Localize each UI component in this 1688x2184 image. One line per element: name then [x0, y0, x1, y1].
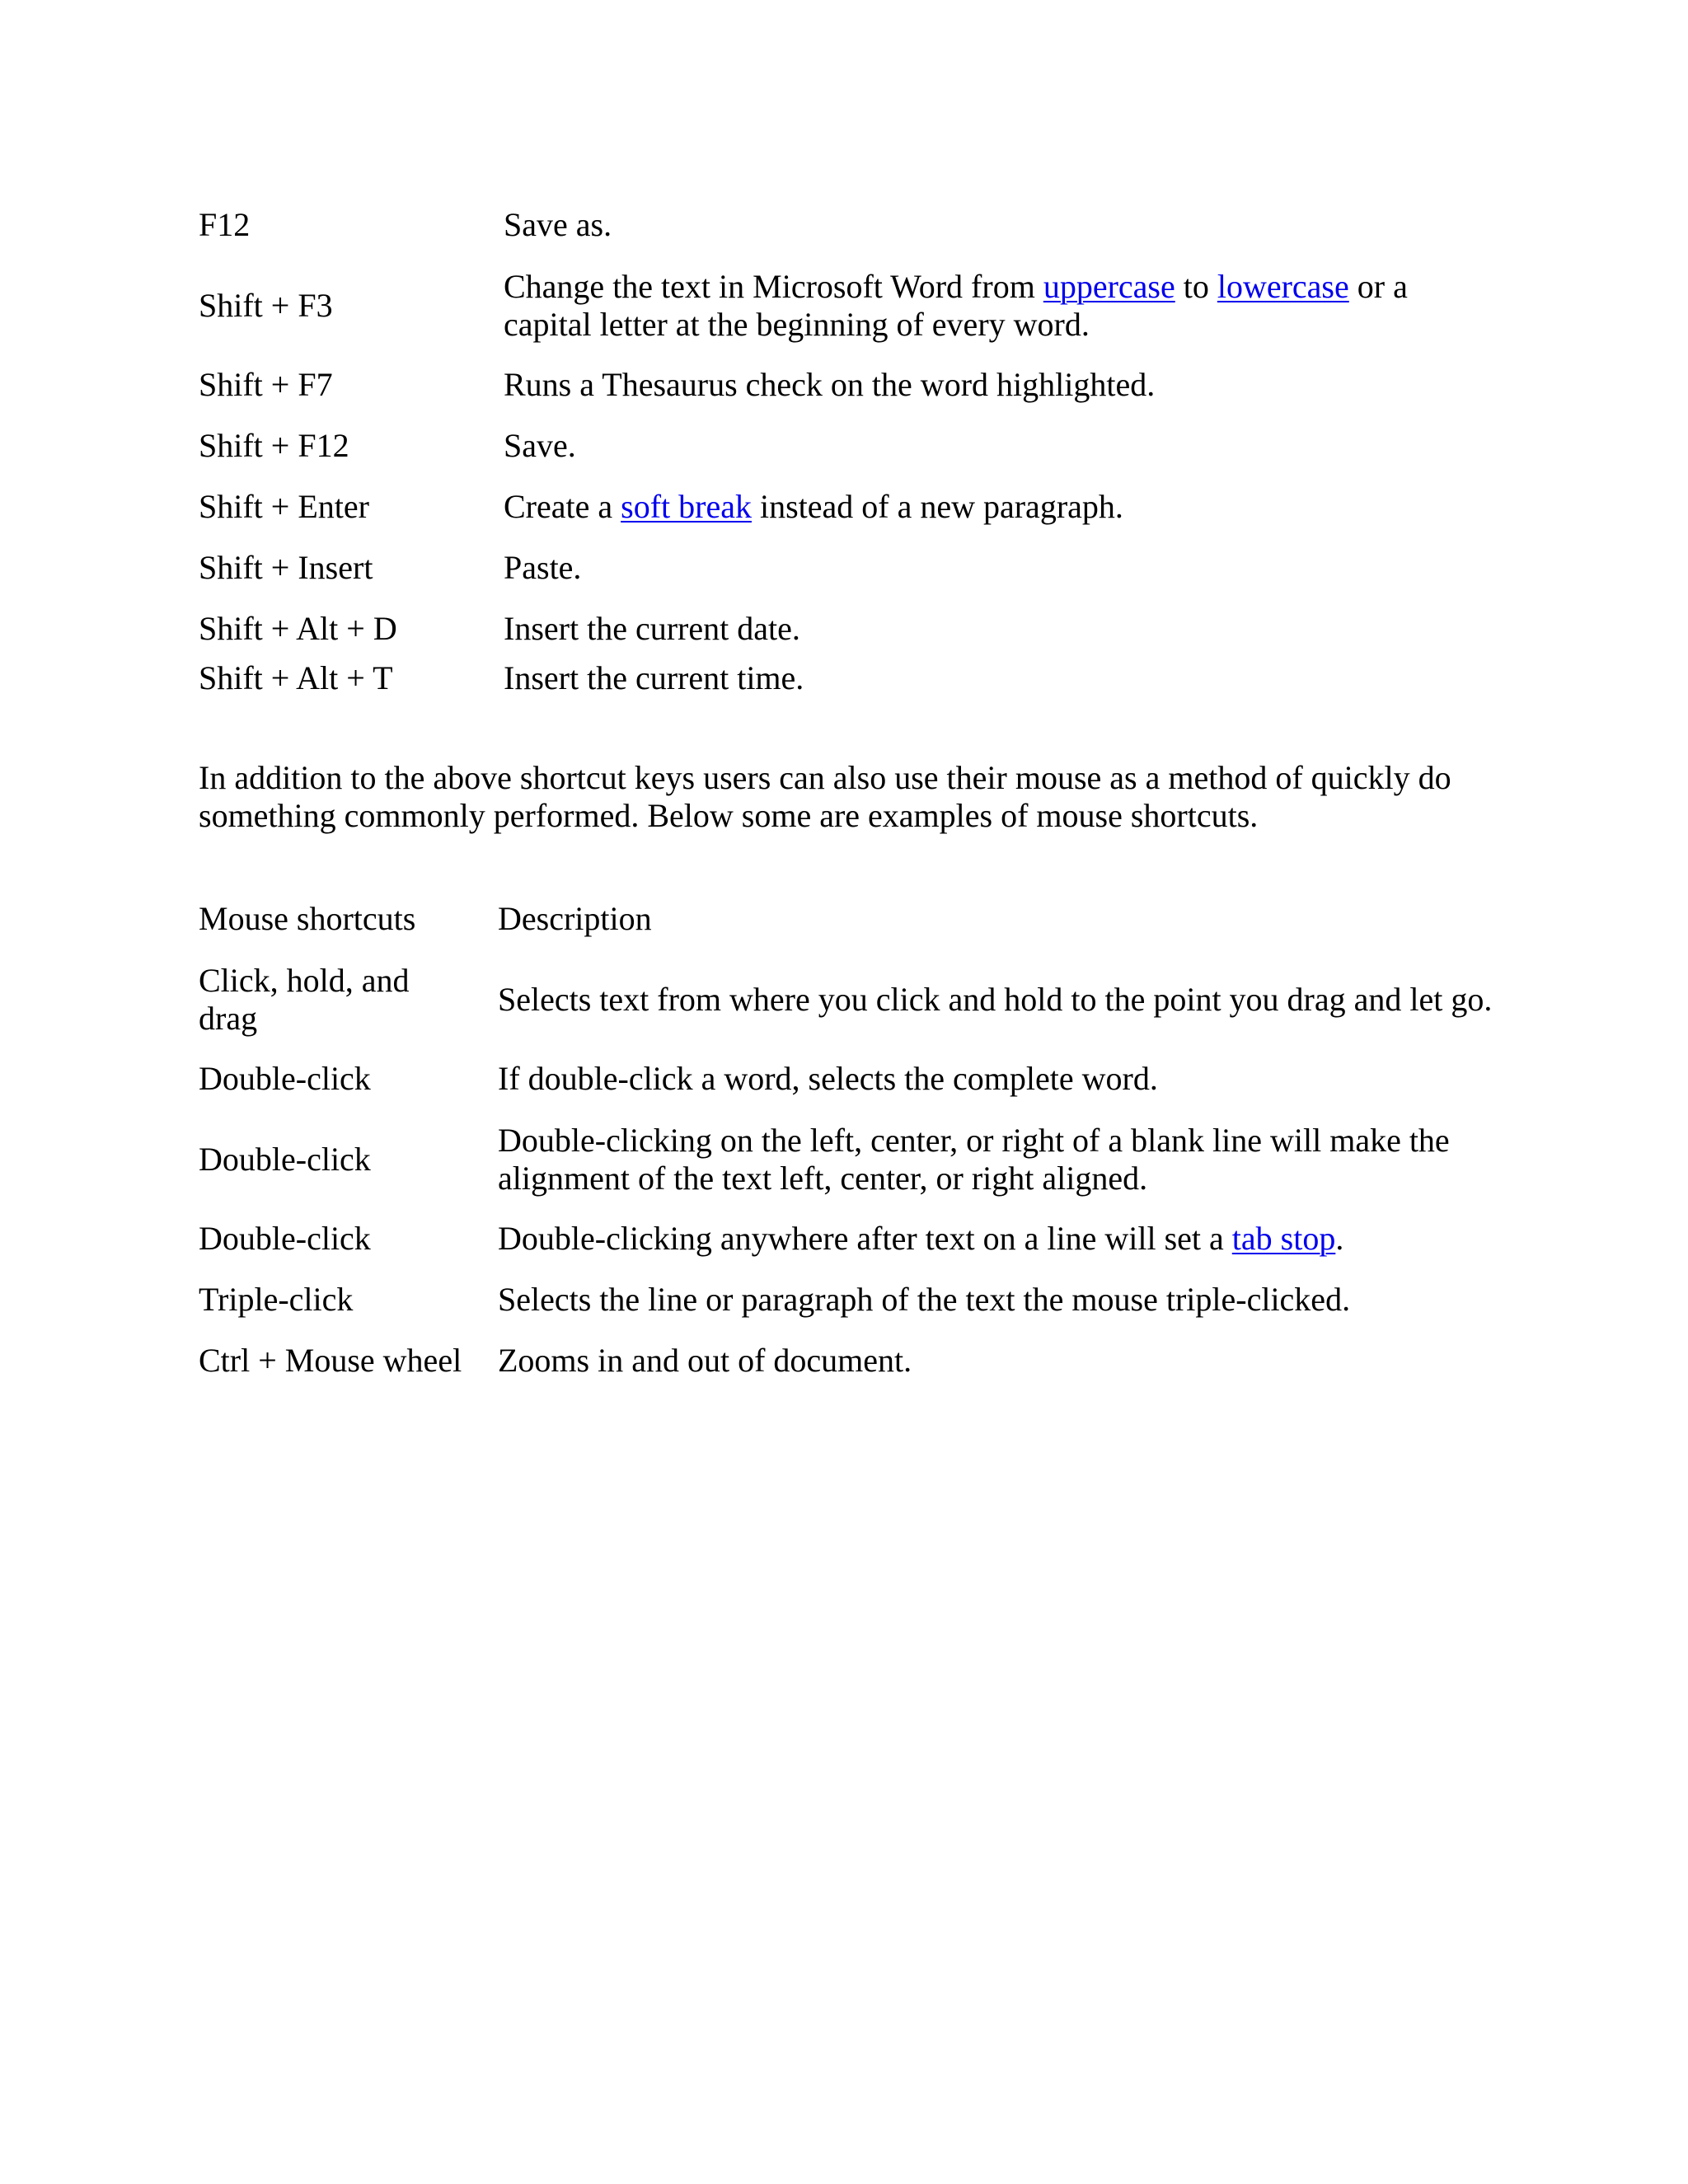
table-header-row: [199, 900, 1493, 938]
shortcut-description: Runs a Thesaurus check on the word highlighted.: [504, 366, 1156, 403]
column-header-description: Description: [498, 900, 652, 937]
shortcut-description: Save.: [504, 427, 576, 464]
shortcut-key: Shift + Alt + D: [199, 610, 397, 647]
text-segment: instead of a new paragraph.: [751, 488, 1123, 525]
mouse-shortcut-description: Double-clicking on the left, center, or right of a blank line will make the alignment of the text left, center, or right aligned.: [498, 1122, 1450, 1197]
soft-break-link[interactable]: soft break: [621, 488, 752, 525]
shortcut-description: Paste.: [504, 549, 582, 586]
intro-paragraph: In addition to the above shortcut keys users can also use their mouse as a method of quickly do something commonly performed. Below some are examples of mouse shortcuts.: [199, 759, 1451, 834]
shortcut-key: Shift + F12: [199, 427, 349, 464]
table-row: [199, 1220, 1493, 1258]
mouse-shortcut-description: Zooms in and out of document.: [498, 1342, 912, 1379]
text-segment: or a capital letter at the beginning of every word.: [504, 268, 1408, 343]
mouse-shortcut: Triple-click: [199, 1281, 354, 1318]
keyboard-shortcuts-table: [199, 206, 1493, 697]
shortcut-key: Shift + F3: [199, 287, 333, 324]
table-row: [199, 415, 1493, 476]
table-row: [199, 354, 1493, 415]
mouse-shortcut: Click, hold, and drag: [199, 962, 410, 1037]
mouse-shortcut: Double-click: [199, 1141, 371, 1178]
mouse-shortcut-description: If double-click a word, selects the complete word.: [498, 1060, 1158, 1097]
lowercase-link[interactable]: lowercase: [1217, 268, 1349, 305]
tab-stop-link[interactable]: tab stop: [1231, 1220, 1336, 1257]
text-segment: Double-clicking anywhere after text on a line will set a: [498, 1220, 1232, 1257]
shortcut-key: Shift + Insert: [199, 549, 373, 586]
text-segment: Create a: [504, 488, 621, 525]
table-row: [199, 537, 1493, 598]
mouse-shortcuts-table: [199, 900, 1493, 1380]
shortcut-description: Insert the current time.: [504, 659, 804, 696]
shortcut-description: Insert the current date.: [504, 610, 800, 647]
mouse-shortcut-description: Selects the line or paragraph of the text the mouse triple-clicked.: [498, 1281, 1351, 1318]
table-row: [199, 1342, 1493, 1380]
shortcut-key: Shift + Alt + T: [199, 659, 393, 696]
shortcut-description: Save as.: [504, 206, 612, 243]
table-row: [199, 206, 1493, 244]
shortcut-key: Shift + F7: [199, 366, 333, 403]
document-content: [199, 206, 1493, 1380]
shortcut-key: Shift + Enter: [199, 488, 369, 525]
table-row: [199, 659, 1493, 697]
shortcut-description: [504, 268, 1493, 344]
shortcut-key: F12: [199, 206, 251, 243]
column-header-mouse-shortcuts: Mouse shortcuts: [199, 900, 416, 937]
table-row: [199, 598, 1493, 659]
table-row: [199, 476, 1493, 537]
table-row: [199, 961, 1493, 1038]
text-segment: .: [1335, 1220, 1344, 1257]
table-row: [199, 267, 1493, 344]
mouse-shortcut-description: Selects text from where you click and hold to the point you drag and let go.: [498, 981, 1493, 1018]
mouse-shortcut-description: [498, 1220, 1493, 1258]
uppercase-link[interactable]: uppercase: [1043, 268, 1175, 305]
shortcut-description: [504, 488, 1493, 526]
mouse-shortcut: Ctrl + Mouse wheel: [199, 1342, 462, 1379]
text-segment: to: [1175, 268, 1217, 305]
table-row: [199, 1060, 1493, 1098]
mouse-shortcut: Double-click: [199, 1060, 371, 1097]
table-row: [199, 1281, 1493, 1319]
mouse-shortcut: Double-click: [199, 1220, 371, 1257]
table-row: [199, 1121, 1493, 1198]
text-segment: Change the text in Microsoft Word from: [504, 268, 1043, 305]
